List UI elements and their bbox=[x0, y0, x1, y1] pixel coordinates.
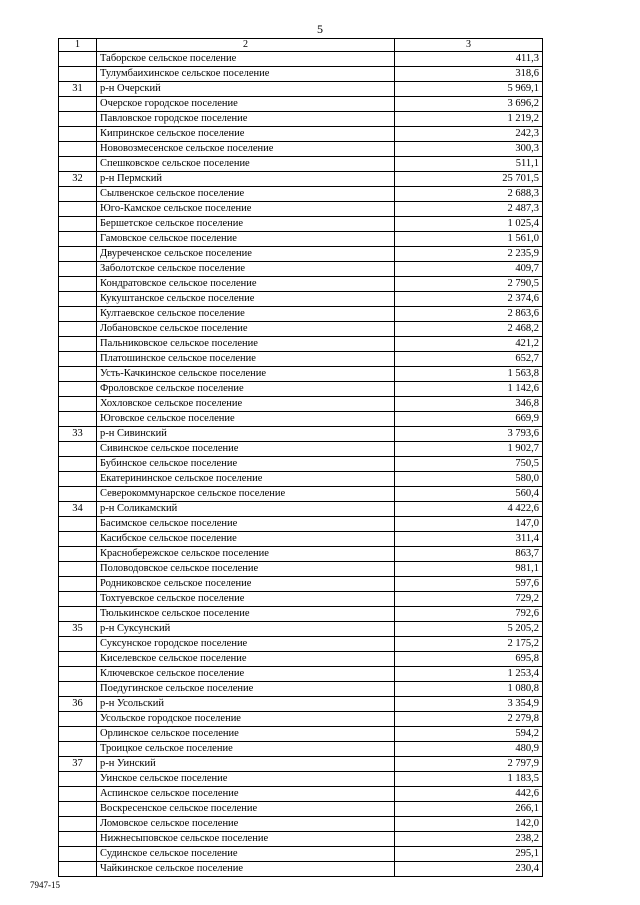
row-value-cell: 511,1 bbox=[395, 157, 543, 172]
row-value-cell: 266,1 bbox=[395, 802, 543, 817]
table-row bbox=[59, 277, 543, 292]
row-number-cell bbox=[59, 292, 97, 307]
table-row bbox=[59, 502, 543, 517]
row-name-cell: р-н Пермский bbox=[97, 172, 395, 187]
row-name-cell: Култаевское сельское поселение bbox=[97, 307, 395, 322]
row-name-cell: Таборское сельское поселение bbox=[97, 52, 395, 67]
row-number-cell bbox=[59, 862, 97, 877]
row-number-cell bbox=[59, 187, 97, 202]
row-name-cell: р-н Усольский bbox=[97, 697, 395, 712]
table-row bbox=[59, 67, 543, 82]
row-number-cell bbox=[59, 472, 97, 487]
row-number-cell bbox=[59, 307, 97, 322]
row-name-cell: Киселевское сельское поселение bbox=[97, 652, 395, 667]
row-name-cell: Платошинское сельское поселение bbox=[97, 352, 395, 367]
table-row bbox=[59, 622, 543, 637]
table-row bbox=[59, 847, 543, 862]
row-number-cell bbox=[59, 157, 97, 172]
row-value-cell: 147,0 bbox=[395, 517, 543, 532]
row-number-cell bbox=[59, 847, 97, 862]
row-name-cell: Павловское городское поселение bbox=[97, 112, 395, 127]
row-value-cell: 580,0 bbox=[395, 472, 543, 487]
row-value-cell: 729,2 bbox=[395, 592, 543, 607]
row-number-cell bbox=[59, 52, 97, 67]
table-row bbox=[59, 862, 543, 877]
table-row bbox=[59, 547, 543, 562]
table-row bbox=[59, 157, 543, 172]
row-value-cell: 2 790,5 bbox=[395, 277, 543, 292]
row-name-cell: Усть-Качкинское сельское поселение bbox=[97, 367, 395, 382]
table-row bbox=[59, 292, 543, 307]
row-value-cell: 695,8 bbox=[395, 652, 543, 667]
table-row bbox=[59, 397, 543, 412]
row-value-cell: 2 863,6 bbox=[395, 307, 543, 322]
row-number-cell bbox=[59, 517, 97, 532]
table-row bbox=[59, 802, 543, 817]
table-row bbox=[59, 112, 543, 127]
row-value-cell: 230,4 bbox=[395, 862, 543, 877]
row-number-cell bbox=[59, 712, 97, 727]
row-number-cell bbox=[59, 412, 97, 427]
row-name-cell: Кипринское сельское поселение bbox=[97, 127, 395, 142]
table-row bbox=[59, 187, 543, 202]
row-value-cell: 1 253,4 bbox=[395, 667, 543, 682]
row-number-cell bbox=[59, 352, 97, 367]
row-name-cell: Юговское сельское поселение bbox=[97, 412, 395, 427]
row-name-cell: Чайкинское сельское поселение bbox=[97, 862, 395, 877]
row-name-cell: р-н Сивинский bbox=[97, 427, 395, 442]
row-number-cell bbox=[59, 742, 97, 757]
row-value-cell: 5 205,2 bbox=[395, 622, 543, 637]
table-row bbox=[59, 607, 543, 622]
row-value-cell: 142,0 bbox=[395, 817, 543, 832]
row-number-cell bbox=[59, 562, 97, 577]
row-name-cell: Гамовское сельское поселение bbox=[97, 232, 395, 247]
row-name-cell: Ключевское сельское поселение bbox=[97, 667, 395, 682]
row-name-cell: Половодовское сельское поселение bbox=[97, 562, 395, 577]
row-value-cell: 3 793,6 bbox=[395, 427, 543, 442]
row-name-cell: Троицкое сельское поселение bbox=[97, 742, 395, 757]
row-name-cell: Краснобережское сельское поселение bbox=[97, 547, 395, 562]
row-value-cell: 2 175,2 bbox=[395, 637, 543, 652]
row-name-cell: Сылвенское сельское поселение bbox=[97, 187, 395, 202]
row-name-cell: р-н Уинский bbox=[97, 757, 395, 772]
row-number-cell: 36 bbox=[59, 697, 97, 712]
row-number-cell bbox=[59, 367, 97, 382]
row-number-cell: 35 bbox=[59, 622, 97, 637]
row-number-cell: 33 bbox=[59, 427, 97, 442]
table-row bbox=[59, 517, 543, 532]
table-row bbox=[59, 727, 543, 742]
table-row bbox=[59, 352, 543, 367]
row-value-cell: 560,4 bbox=[395, 487, 543, 502]
row-value-cell: 5 969,1 bbox=[395, 82, 543, 97]
table-row bbox=[59, 232, 543, 247]
row-value-cell: 1 561,0 bbox=[395, 232, 543, 247]
row-value-cell: 594,2 bbox=[395, 727, 543, 742]
row-number-cell bbox=[59, 127, 97, 142]
data-table bbox=[58, 38, 543, 877]
table-row bbox=[59, 742, 543, 757]
table-row bbox=[59, 322, 543, 337]
row-value-cell: 480,9 bbox=[395, 742, 543, 757]
row-number-cell bbox=[59, 817, 97, 832]
row-value-cell: 4 422,6 bbox=[395, 502, 543, 517]
table-row bbox=[59, 682, 543, 697]
row-name-cell: Очерское городское поселение bbox=[97, 97, 395, 112]
table-row bbox=[59, 142, 543, 157]
table-row bbox=[59, 217, 543, 232]
row-name-cell: Бершетское сельское поселение bbox=[97, 217, 395, 232]
row-name-cell: Тулумбаихинское сельское поселение bbox=[97, 67, 395, 82]
row-number-cell bbox=[59, 277, 97, 292]
row-value-cell: 2 797,9 bbox=[395, 757, 543, 772]
row-name-cell: Усольское городское поселение bbox=[97, 712, 395, 727]
row-name-cell: Поедугинское сельское поселение bbox=[97, 682, 395, 697]
table-row bbox=[59, 427, 543, 442]
table-row bbox=[59, 832, 543, 847]
table-row bbox=[59, 457, 543, 472]
table-row bbox=[59, 772, 543, 787]
row-name-cell: Родниковское сельское поселение bbox=[97, 577, 395, 592]
row-value-cell: 2 279,8 bbox=[395, 712, 543, 727]
row-number-cell bbox=[59, 442, 97, 457]
row-name-cell: Фроловское сельское поселение bbox=[97, 382, 395, 397]
row-value-cell: 863,7 bbox=[395, 547, 543, 562]
table-row bbox=[59, 757, 543, 772]
row-number-cell bbox=[59, 832, 97, 847]
header-col-3: 3 bbox=[395, 39, 543, 52]
row-number-cell bbox=[59, 322, 97, 337]
row-name-cell: Лобановское сельское поселение bbox=[97, 322, 395, 337]
row-number-cell bbox=[59, 217, 97, 232]
row-number-cell bbox=[59, 202, 97, 217]
row-number-cell bbox=[59, 652, 97, 667]
row-value-cell: 25 701,5 bbox=[395, 172, 543, 187]
row-value-cell: 242,3 bbox=[395, 127, 543, 142]
table-row bbox=[59, 412, 543, 427]
page-number: 5 bbox=[317, 22, 323, 36]
table-row bbox=[59, 202, 543, 217]
table-row bbox=[59, 442, 543, 457]
table-row bbox=[59, 487, 543, 502]
row-name-cell: Уинское сельское поселение bbox=[97, 772, 395, 787]
row-number-cell bbox=[59, 682, 97, 697]
table-row bbox=[59, 52, 543, 67]
row-value-cell: 3 354,9 bbox=[395, 697, 543, 712]
row-value-cell: 1 142,6 bbox=[395, 382, 543, 397]
row-value-cell: 669,9 bbox=[395, 412, 543, 427]
row-number-cell bbox=[59, 607, 97, 622]
table-row bbox=[59, 637, 543, 652]
table-row bbox=[59, 667, 543, 682]
row-value-cell: 318,6 bbox=[395, 67, 543, 82]
row-number-cell bbox=[59, 772, 97, 787]
row-name-cell: р-н Суксунский bbox=[97, 622, 395, 637]
row-value-cell: 652,7 bbox=[395, 352, 543, 367]
table-row bbox=[59, 577, 543, 592]
row-value-cell: 2 688,3 bbox=[395, 187, 543, 202]
row-number-cell bbox=[59, 667, 97, 682]
row-value-cell: 792,6 bbox=[395, 607, 543, 622]
row-name-cell: Судинское сельское поселение bbox=[97, 847, 395, 862]
row-number-cell bbox=[59, 457, 97, 472]
table-row bbox=[59, 262, 543, 277]
row-number-cell bbox=[59, 592, 97, 607]
row-number-cell bbox=[59, 97, 97, 112]
row-name-cell: Бубинское сельское поселение bbox=[97, 457, 395, 472]
table-row bbox=[59, 787, 543, 802]
row-number-cell: 31 bbox=[59, 82, 97, 97]
table-row bbox=[59, 592, 543, 607]
row-number-cell bbox=[59, 577, 97, 592]
row-value-cell: 238,2 bbox=[395, 832, 543, 847]
row-name-cell: Кукуштанское сельское поселение bbox=[97, 292, 395, 307]
table-row bbox=[59, 97, 543, 112]
row-name-cell: Воскресенское сельское поселение bbox=[97, 802, 395, 817]
table-row bbox=[59, 127, 543, 142]
row-name-cell: Тохтуевское сельское поселение bbox=[97, 592, 395, 607]
row-name-cell: Хохловское сельское поселение bbox=[97, 397, 395, 412]
row-name-cell: Аспинское сельское поселение bbox=[97, 787, 395, 802]
row-number-cell bbox=[59, 247, 97, 262]
row-number-cell bbox=[59, 802, 97, 817]
row-name-cell: Двуреченское сельское поселение bbox=[97, 247, 395, 262]
table-row bbox=[59, 172, 543, 187]
row-value-cell: 421,2 bbox=[395, 337, 543, 352]
row-value-cell: 750,5 bbox=[395, 457, 543, 472]
table-row bbox=[59, 307, 543, 322]
row-value-cell: 981,1 bbox=[395, 562, 543, 577]
row-name-cell: Заболотское сельское поселение bbox=[97, 262, 395, 277]
row-number-cell bbox=[59, 67, 97, 82]
row-value-cell: 2 468,2 bbox=[395, 322, 543, 337]
row-value-cell: 1 025,4 bbox=[395, 217, 543, 232]
row-number-cell bbox=[59, 532, 97, 547]
header-col-2: 2 bbox=[97, 39, 395, 52]
row-value-cell: 1 183,5 bbox=[395, 772, 543, 787]
row-number-cell: 32 bbox=[59, 172, 97, 187]
row-name-cell: Кондратовское сельское поселение bbox=[97, 277, 395, 292]
row-name-cell: Сивинское сельское поселение bbox=[97, 442, 395, 457]
row-value-cell: 295,1 bbox=[395, 847, 543, 862]
row-name-cell: Орлинское сельское поселение bbox=[97, 727, 395, 742]
row-name-cell: Екатерининское сельское поселение bbox=[97, 472, 395, 487]
row-number-cell bbox=[59, 787, 97, 802]
row-number-cell: 34 bbox=[59, 502, 97, 517]
row-name-cell: Юго-Камское сельское поселение bbox=[97, 202, 395, 217]
row-value-cell: 442,6 bbox=[395, 787, 543, 802]
row-value-cell: 2 235,9 bbox=[395, 247, 543, 262]
row-number-cell bbox=[59, 337, 97, 352]
table-row bbox=[59, 337, 543, 352]
row-value-cell: 409,7 bbox=[395, 262, 543, 277]
row-value-cell: 1 902,7 bbox=[395, 442, 543, 457]
table-row bbox=[59, 367, 543, 382]
table-row bbox=[59, 652, 543, 667]
row-name-cell: р-н Соликамский bbox=[97, 502, 395, 517]
row-number-cell bbox=[59, 637, 97, 652]
row-name-cell: р-н Очерский bbox=[97, 82, 395, 97]
row-number-cell: 37 bbox=[59, 757, 97, 772]
table-row bbox=[59, 82, 543, 97]
row-name-cell: Нижнесыповское сельское поселение bbox=[97, 832, 395, 847]
row-number-cell bbox=[59, 487, 97, 502]
row-number-cell bbox=[59, 397, 97, 412]
row-name-cell: Касибское сельское поселение bbox=[97, 532, 395, 547]
row-value-cell: 2 374,6 bbox=[395, 292, 543, 307]
row-name-cell: Суксунское городское поселение bbox=[97, 637, 395, 652]
row-name-cell: Ломовское сельское поселение bbox=[97, 817, 395, 832]
row-value-cell: 346,8 bbox=[395, 397, 543, 412]
row-name-cell: Пальниковское сельское поселение bbox=[97, 337, 395, 352]
table-header-row bbox=[59, 39, 543, 52]
row-value-cell: 300,3 bbox=[395, 142, 543, 157]
row-number-cell bbox=[59, 262, 97, 277]
row-value-cell: 311,4 bbox=[395, 532, 543, 547]
row-number-cell bbox=[59, 382, 97, 397]
row-number-cell bbox=[59, 727, 97, 742]
row-name-cell: Басимское сельское поселение bbox=[97, 517, 395, 532]
row-value-cell: 2 487,3 bbox=[395, 202, 543, 217]
table-row bbox=[59, 247, 543, 262]
table-row bbox=[59, 712, 543, 727]
table-row bbox=[59, 532, 543, 547]
table-row bbox=[59, 817, 543, 832]
row-value-cell: 1 563,8 bbox=[395, 367, 543, 382]
row-name-cell: Спешковское сельское поселение bbox=[97, 157, 395, 172]
row-number-cell bbox=[59, 112, 97, 127]
row-name-cell: Северокоммунарское сельское поселение bbox=[97, 487, 395, 502]
header-col-1: 1 bbox=[59, 39, 97, 52]
row-number-cell bbox=[59, 547, 97, 562]
table-row bbox=[59, 697, 543, 712]
row-value-cell: 597,6 bbox=[395, 577, 543, 592]
row-name-cell: Нововозмесенское сельское поселение bbox=[97, 142, 395, 157]
row-value-cell: 411,3 bbox=[395, 52, 543, 67]
table-row bbox=[59, 472, 543, 487]
row-value-cell: 1 219,2 bbox=[395, 112, 543, 127]
row-number-cell bbox=[59, 142, 97, 157]
row-name-cell: Тюлькинское сельское поселение bbox=[97, 607, 395, 622]
table-row bbox=[59, 382, 543, 397]
row-value-cell: 1 080,8 bbox=[395, 682, 543, 697]
row-number-cell bbox=[59, 232, 97, 247]
row-value-cell: 3 696,2 bbox=[395, 97, 543, 112]
document-code: 7947-15 bbox=[30, 880, 60, 890]
table-row bbox=[59, 562, 543, 577]
